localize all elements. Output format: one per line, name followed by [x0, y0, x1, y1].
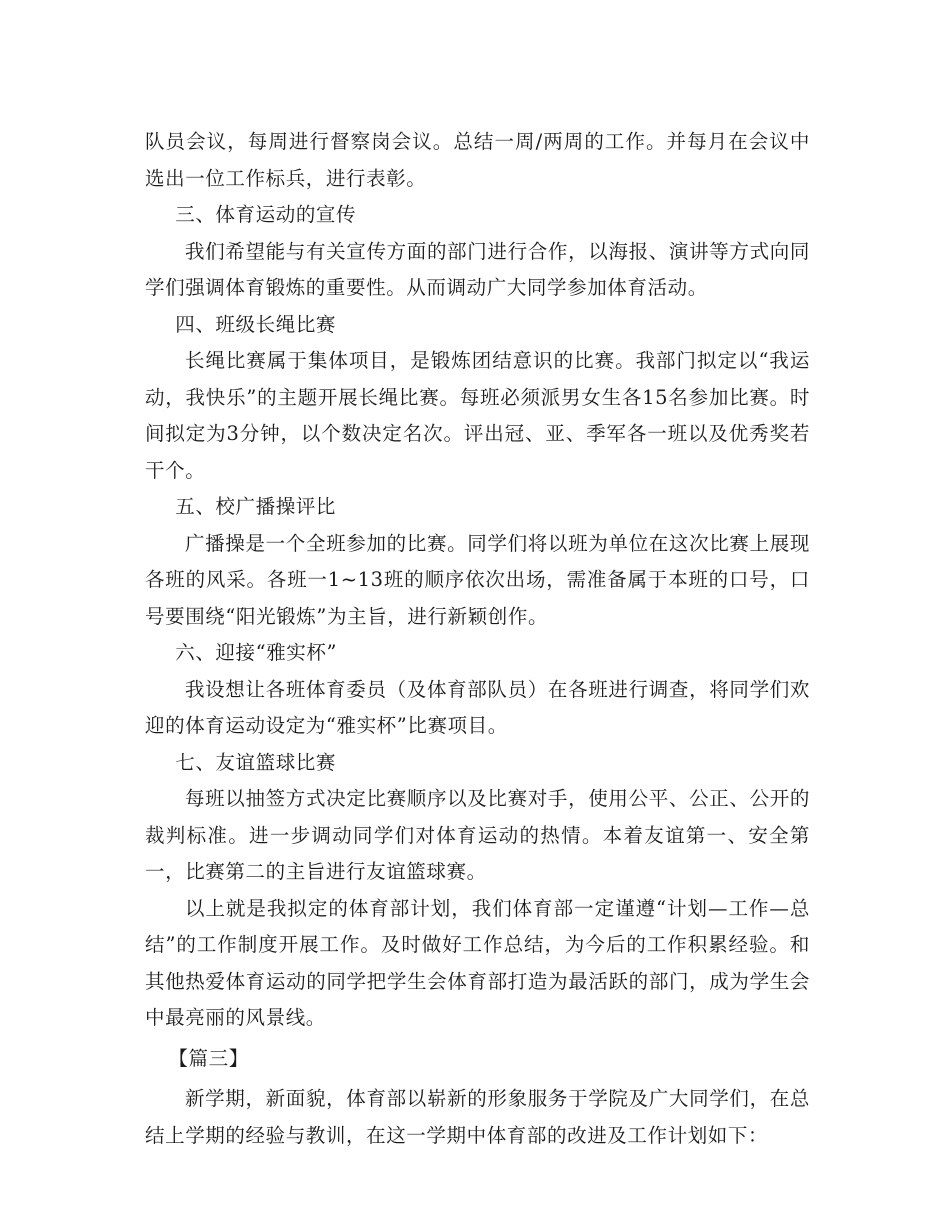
- paragraph: 每班以抽签方式决定比赛顺序以及比赛对手，使用公平、公正、公开的裁判标准。进一步调动同学们对体育运动的热情。本着友谊第一、安全第一，比赛第二的主旨进行友谊篮球赛。: [145, 787, 810, 883]
- part-heading: 【篇三】: [168, 1046, 249, 1070]
- continued-paragraph: 队员会议，每周进行督察岗会议。总结一周/两周的工作。并每月在会议中选出一位工作标兵，进行表彰。: [145, 130, 810, 190]
- paragraph: 广播操是一个全班参加的比赛。同学们将以班为单位在这次比赛上展现各班的风采。各班一1~13班的顺序依次出场，需准备属于本班的口号，口号要围绕“阳光锻炼”为主旨，进行新颖创作。: [145, 531, 810, 628]
- paragraph: 长绳比赛属于集体项目，是锻炼团结意识的比赛。我部门拟定以“我运动，我快乐”的主题开展长绳比赛。每班必须派男女生各15名参加比赛。时间拟定为3分钟，以个数决定名次。评出冠、亚、季军各一班以及优秀奖若干个。: [145, 349, 810, 482]
- section-heading: 五、校广播操评比: [175, 495, 337, 518]
- section-heading: 三、体育运动的宣传: [175, 203, 357, 226]
- paragraph: 我设想让各班体育委员（及体育部队员）在各班进行调查，将同学们欢迎的体育运动设定为“雅实杯”比赛项目。: [145, 677, 810, 737]
- section-heading: 四、班级长绳比赛: [175, 312, 337, 336]
- document-body: [145, 124, 810, 1154]
- paragraph: 新学期，新面貌，体育部以崭新的形象服务于学院及广大同学们，在总结上学期的经验与教训，在这一学期中体育部的改进及工作计划如下：: [145, 1087, 810, 1147]
- paragraph: 我们希望能与有关宣传方面的部门进行合作，以海报、演讲等方式向同学们强调体育锻炼的重要性。从而调动广大同学参加体育活动。: [145, 239, 810, 299]
- section-heading: 七、友谊篮球比赛: [175, 750, 337, 774]
- paragraph: 以上就是我拟定的体育部计划，我们体育部一定谨遵“计划—工作—总结”的工作制度开展工作。及时做好工作总结，为今后的工作积累经验。和其他热爱体育运动的同学把学生会体育部打造为最活跃的部门，成为学生会中最亮丽的风景线。: [145, 896, 810, 1029]
- section-heading: 六、迎接“雅实杯”: [175, 641, 338, 664]
